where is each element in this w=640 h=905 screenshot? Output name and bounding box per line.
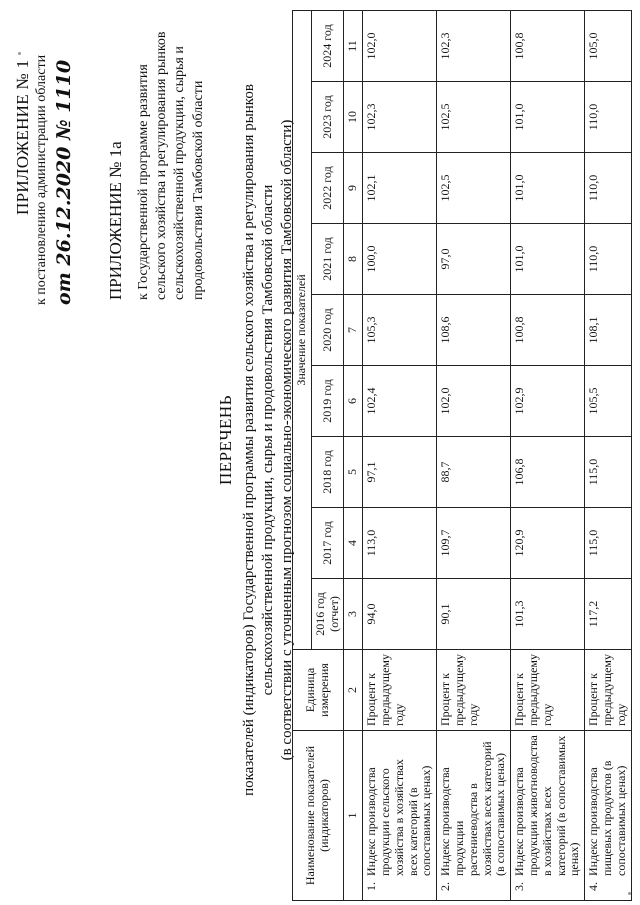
column-index: 8 (344, 224, 363, 295)
col-year: 2022 год (311, 153, 344, 224)
value-cell: 102,0 (437, 366, 511, 437)
col-year: 2020 год (311, 295, 344, 366)
value-cell: 109,7 (437, 508, 511, 579)
col-year: 2024 год (311, 11, 344, 82)
column-index: 6 (344, 366, 363, 437)
value-cell: 105,0 (585, 11, 631, 82)
row-number: 3. (511, 880, 585, 901)
column-index: 4 (344, 508, 363, 579)
indicator-name: Индекс производства пищевых продуктов (в сопоставимых ценах) (585, 731, 631, 880)
col-unit: Единица измерения (293, 650, 344, 731)
list-subtitle-3: (в соответствии с уточненным прогнозом социально-экономического развития Тамбовской области) (278, 119, 295, 761)
table-row (585, 11, 631, 901)
scan-speck (18, 52, 21, 55)
column-index: 2 (344, 650, 363, 731)
list-subtitle: показателей (индикаторов) Государственной программы развития сельского хозяйства и регулирования рынков (241, 84, 258, 796)
value-cell: 102,0 (363, 11, 437, 82)
col-year: 2016 год (отчет) (311, 579, 344, 650)
column-index: 3 (344, 579, 363, 650)
appendix-1-title: ПРИЛОЖЕНИЕ № 1 (13, 59, 32, 215)
table-row (363, 11, 437, 901)
value-cell: 97,1 (363, 437, 437, 508)
value-cell: 102,1 (363, 153, 437, 224)
column-index: 10 (344, 82, 363, 153)
unit-cell: Процент к предыдущему году (585, 650, 631, 731)
appendix-1a-title: ПРИЛОЖЕНИЕ № 1а (106, 141, 125, 300)
handwritten-date-number: от 26.12.2020 № 1110 (52, 59, 75, 305)
col-indicator-name: Наименование показателей (индикаторов) (293, 731, 344, 901)
value-cell: 102,4 (363, 366, 437, 437)
value-cell: 102,9 (511, 366, 585, 437)
value-cell: 115,0 (585, 508, 631, 579)
col-year: 2021 год (311, 224, 344, 295)
col-year: 2018 год (311, 437, 344, 508)
value-cell: 108,6 (437, 295, 511, 366)
value-cell: 115,0 (585, 437, 631, 508)
value-cell: 110,0 (585, 153, 631, 224)
col-values-group: Значение показателей (293, 11, 312, 650)
value-cell: 108,1 (585, 295, 631, 366)
value-cell: 100,0 (363, 224, 437, 295)
value-cell: 102,3 (363, 82, 437, 153)
column-index: 11 (344, 11, 363, 82)
value-cell: 105,5 (585, 366, 631, 437)
value-cell: 102,3 (437, 11, 511, 82)
unit-cell: Процент к предыдущему году (363, 650, 437, 731)
value-cell: 113,0 (363, 508, 437, 579)
indicator-name: Индекс производства продукции растениеводства в хозяйствах всех категорий (в сопоставимых ценах) (437, 731, 511, 880)
column-index: 5 (344, 437, 363, 508)
indicators-table (292, 10, 632, 901)
value-cell: 101,3 (511, 579, 585, 650)
row-number: 4. (585, 880, 631, 901)
appendix-1-block (12, 5, 77, 305)
scan-speck (628, 892, 631, 895)
indicator-name: Индекс производства продукции сельского хозяйства в хозяйствах всех категорий (в сопоставимых ценах) (363, 731, 437, 880)
value-cell: 100,8 (511, 295, 585, 366)
row-number: 1. (363, 880, 437, 901)
list-subtitle-2: сельскохозяйственной продукции, сырья и продовольствия Тамбовской области (260, 184, 276, 696)
value-cell: 102,5 (437, 153, 511, 224)
value-cell: 90,1 (437, 579, 511, 650)
value-cell: 106,8 (511, 437, 585, 508)
value-cell: 110,0 (585, 82, 631, 153)
unit-cell: Процент к предыдущему году (511, 650, 585, 731)
indicator-name: Индекс производства продукции животноводства в хозяйствах всех категорий (в сопоставимых ценах) (511, 731, 585, 880)
value-cell: 88,7 (437, 437, 511, 508)
appendix-1a-block (105, 10, 208, 300)
appendix-1-caption: к постановлению администрации области (34, 54, 50, 305)
value-cell: 120,9 (511, 508, 585, 579)
list-heading (215, 45, 297, 835)
column-index: 7 (344, 295, 363, 366)
value-cell: 105,3 (363, 295, 437, 366)
value-cell: 102,5 (437, 82, 511, 153)
value-cell: 97,0 (437, 224, 511, 295)
value-cell: 101,0 (511, 224, 585, 295)
list-title: ПЕРЕЧЕНЬ (216, 395, 235, 485)
value-cell: 94,0 (363, 579, 437, 650)
value-cell: 110,0 (585, 224, 631, 295)
column-index: 1 (344, 731, 363, 901)
col-year: 2023 год (311, 82, 344, 153)
appendix-1a-caption: к Государственной программе развития сельского хозяйства и регулирования рынков сельскохозяйственной продукции, сырья и продовольствия Тамбовской области (136, 31, 206, 300)
table-row (511, 11, 585, 901)
col-year: 2019 год (311, 366, 344, 437)
value-cell: 117,2 (585, 579, 631, 650)
col-year: 2017 год (311, 508, 344, 579)
value-cell: 101,0 (511, 153, 585, 224)
column-index: 9 (344, 153, 363, 224)
value-cell: 101,0 (511, 82, 585, 153)
row-number: 2. (437, 880, 511, 901)
table-row (437, 11, 511, 901)
unit-cell: Процент к предыдущему году (437, 650, 511, 731)
value-cell: 100,8 (511, 11, 585, 82)
